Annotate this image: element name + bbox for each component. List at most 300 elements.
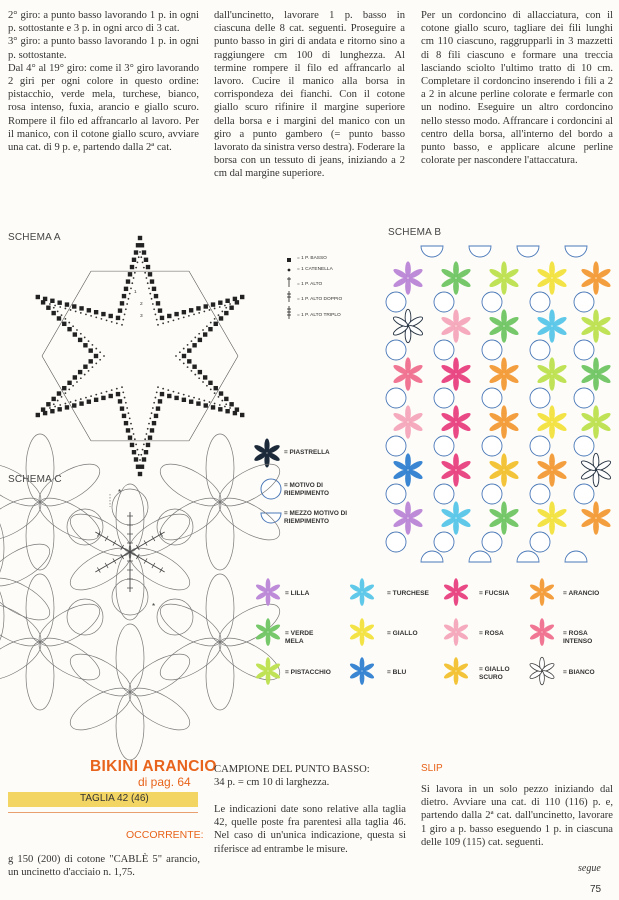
legend-mezzo-motivo: = MEZZO MOTIVO DI RIEMPIMENTO [284, 510, 348, 525]
color-swatch-flower [349, 578, 375, 606]
stitch-catenella [178, 392, 180, 394]
stitch-basso [150, 279, 154, 283]
stitch-catenella [157, 386, 159, 388]
tile-legend-icon [252, 438, 282, 468]
stitch-basso [73, 375, 77, 379]
stitch-basso [78, 338, 82, 342]
stitch-catenella [224, 406, 226, 408]
stitch-catenella [149, 293, 151, 295]
stitch-basso [140, 243, 144, 247]
fill-motif [530, 436, 550, 456]
stitch-legend-symbols [284, 256, 296, 322]
stitch-catenella [84, 374, 86, 376]
stitch-catenella [146, 433, 148, 435]
stitch-catenella [155, 314, 157, 316]
stitch-catenella [61, 396, 63, 398]
fill-motif [482, 340, 502, 360]
stitch-basso [203, 332, 207, 336]
stitch-catenella [130, 288, 132, 290]
stitch-catenella [175, 355, 177, 357]
row-number: 1 [134, 290, 137, 295]
stitch-catenella [198, 312, 200, 314]
color-swatch-flower [529, 657, 555, 685]
stitch-catenella [116, 388, 118, 390]
bikini-title: BIKINI ARANCIO [90, 758, 217, 775]
color-swatch-flower [529, 578, 555, 606]
page-number: 75 [590, 884, 602, 895]
stitch-catenella [198, 377, 200, 379]
stitch-basso [134, 250, 138, 254]
stitch-basso [144, 450, 148, 454]
stitch-basso [87, 308, 91, 312]
stitch-catenella [133, 433, 135, 435]
stitch-catenella [54, 406, 56, 408]
stitch-catenella [221, 311, 223, 313]
stitch-catenella [194, 337, 196, 339]
stitch-basso [142, 457, 146, 461]
stitch-basso [196, 401, 200, 405]
stitch-catenella [183, 363, 185, 365]
stitch-basso [219, 316, 223, 320]
stitch-basso [51, 397, 55, 401]
stitch-basso [118, 308, 122, 312]
legend-p-alto-doppio: = 1 P. ALTO DOPPIO [297, 297, 343, 302]
row-number: 2 [140, 302, 143, 307]
stitch-catenella [49, 407, 51, 409]
stitch-basso [158, 399, 162, 403]
stitch-catenella [229, 303, 231, 305]
stitch-basso [73, 332, 77, 336]
stitch-basso [208, 381, 212, 385]
stitch-basso [67, 381, 71, 385]
stitch-basso [46, 306, 50, 310]
stitch-catenella [183, 316, 185, 318]
tile-flower [580, 309, 612, 342]
divider [8, 812, 198, 813]
tile-flower [488, 405, 520, 438]
stitch-basso [158, 308, 162, 312]
stitch-basso [50, 409, 54, 413]
stitch-catenella [84, 337, 86, 339]
stitch-basso [240, 295, 244, 299]
stitch-catenella [133, 277, 135, 279]
schema-a-label: SCHEMA A [8, 232, 61, 243]
stitch-catenella [179, 351, 181, 353]
stitch-catenella [149, 417, 151, 419]
fill-motif [386, 340, 406, 360]
stitch-basso [211, 405, 215, 409]
stitch-catenella [99, 359, 101, 361]
stitch-basso [101, 396, 105, 400]
stitch-catenella [75, 311, 77, 313]
stitch-basso [78, 370, 82, 374]
legend-catenella: = 1 CATENELLA [297, 267, 333, 272]
half-fill-motif [517, 246, 539, 257]
schema-a-diagram [0, 228, 270, 488]
stitch-basso [154, 294, 158, 298]
stitch-basso [132, 450, 136, 454]
stitch-catenella [64, 318, 66, 320]
stitch-catenella [129, 417, 131, 419]
stitch-basso [203, 375, 207, 379]
stitch-catenella [139, 459, 141, 461]
stitch-basso [36, 413, 40, 417]
color-label-arancio: = ARANCIO [563, 590, 600, 597]
stitch-catenella [225, 403, 227, 405]
stitch-catenella [179, 359, 181, 361]
stitch-basso [142, 250, 146, 254]
legend-p-basso: = 1 P. BASSO [297, 256, 327, 261]
stitch-catenella [138, 454, 140, 456]
stitch-basso [46, 402, 50, 406]
stitch-catenella [173, 319, 175, 321]
stitch-catenella [128, 298, 130, 300]
stitch-catenella [76, 329, 78, 331]
tile-flower [488, 357, 520, 390]
stitch-catenella [68, 389, 70, 391]
stitch-basso [132, 258, 136, 262]
color-label-rosa: = ROSA [479, 630, 504, 637]
stitch-catenella [130, 423, 132, 425]
campione-title: CAMPIONE DEL PUNTO BASSO: [214, 764, 370, 775]
stitch-catenella [64, 392, 66, 394]
stitch-catenella [59, 404, 61, 406]
fill-motif [482, 436, 502, 456]
stitch-catenella [155, 397, 157, 399]
stitch-basso [208, 327, 212, 331]
stitch-basso [101, 312, 105, 316]
stitch-basso [152, 421, 156, 425]
tile-flower [392, 357, 424, 390]
stitch-catenella [131, 282, 133, 284]
stitch-basso [156, 406, 160, 410]
fill-motif [482, 484, 502, 504]
fill-motif [434, 340, 454, 360]
schema-c-label: SCHEMA C [8, 474, 62, 485]
stitch-catenella [214, 308, 216, 310]
stitch-basso [167, 314, 171, 318]
stitch-catenella [193, 397, 195, 399]
stitch-catenella [125, 308, 127, 310]
fill-motif [386, 484, 406, 504]
half-fill-motif [469, 246, 491, 257]
stitch-basso [124, 287, 128, 291]
color-label-pistacchio: = PISTACCHIO [285, 669, 331, 676]
color-swatch-flower [529, 618, 555, 646]
fill-motif [434, 436, 454, 456]
stitch-catenella [148, 423, 150, 425]
stitch-basso [148, 435, 152, 439]
stitch-basso [144, 258, 148, 262]
stitch-basso [89, 359, 93, 363]
color-swatch-flower [349, 657, 375, 685]
text-column-3 [421, 9, 613, 167]
fill-motif [386, 388, 406, 408]
campione-note: Le indicazioni date sono relative alla taglia 42, quelle poste fra parentesi alla taglia 46. Nel caso di un'unica indicazione, questa si riferisce ad entrambe le misure. [214, 804, 406, 855]
stitch-catenella [140, 256, 142, 258]
stitch-basso [233, 411, 237, 415]
stitch-basso [87, 400, 91, 404]
stitch-catenella [143, 267, 145, 269]
stitch-basso [109, 394, 113, 398]
stitch-catenella [188, 395, 190, 397]
row-number: 3 [140, 314, 143, 319]
color-label-turchese: = TURCHESE [387, 590, 429, 597]
stitch-catenella [193, 314, 195, 316]
paragraph: Per un cordoncino di allacciatura, con il cotone giallo scuro, tagliare dei fili lunghi cm 110 ciascuno, raggrupparli in 3 mazzetti di 8 fili ciascuno e formare una treccia lasciando sciolto l'ultimo tratto di 10 cm. Completare il cordoncino inserendo i fili a 2 a 2 in alcune perline colorate e fermarle con un nodino. Eseguire un altro cordoncino nello stesso modo. Affrancare i cordoncini al centro della borsa, all'interno del bordo a punto basso, e applicare alcune perline colorate per nascondere l'attaccatura. [421, 10, 613, 167]
stitch-basso [204, 403, 208, 407]
stitch-catenella [61, 314, 63, 316]
stitch-catenella [198, 398, 200, 400]
stitch-catenella [142, 262, 144, 264]
stitch-catenella [68, 322, 70, 324]
stitch-basso [174, 396, 178, 400]
stitch-catenella [229, 407, 231, 409]
tile-flower [580, 453, 612, 486]
stitch-basso [57, 300, 61, 304]
stitch-basso [57, 407, 61, 411]
tile-flower [392, 501, 424, 534]
schema-b-label: SCHEMA B [388, 227, 442, 238]
outline-flower [0, 514, 56, 650]
stitch-catenella [203, 311, 205, 313]
stitch-basso [41, 407, 45, 411]
stitch-basso [79, 306, 83, 310]
stitch-catenella [214, 392, 216, 394]
stitch-catenella [144, 438, 146, 440]
stitch-basso [72, 403, 76, 407]
half-fill-motif [565, 246, 587, 257]
stitch-basso [140, 465, 144, 469]
stitch-catenella [143, 443, 145, 445]
stitch-basso [122, 414, 126, 418]
fill-motif [530, 484, 550, 504]
stitch-catenella [99, 351, 101, 353]
tile-flower [580, 405, 612, 438]
stitch-catenella [209, 401, 211, 403]
stitch-catenella [101, 392, 103, 394]
outline-flower [0, 574, 106, 710]
stitch-basso [128, 435, 132, 439]
schema-b-diagram [368, 240, 618, 585]
tile-flower [488, 309, 520, 342]
fill-motif-legend-icon [259, 477, 283, 501]
stitch-catenella [173, 391, 175, 393]
stitch-catenella [57, 311, 59, 313]
stitch-catenella [124, 397, 126, 399]
color-swatch-flower [443, 578, 469, 606]
fill-motif [434, 532, 454, 552]
paragraph: dall'uncinetto, lavorare 1 p. basso in ciascuna delle 8 cat. seguenti. Proseguire a punto basso in giri di andata e ritorno sino a raggiungere cm 100 di lunghezza. Al termine rompere il filo ed affrancarlo al lavoro. Cucire il manico alla borsa in corrispondeza dei fianchi. Con il cotone giallo scuro rifinire il margine superiore della borsa e i margini del manico con un giro a punto gambero (= punto basso lavorato da sinistra verso destra). Foderare la borsa con un tessuto di jeans, iniziando a 2 cm dal margine superiore. [214, 10, 405, 180]
stitch-basso [128, 272, 132, 276]
tile-flower [440, 357, 472, 390]
paragraph: 3° giro: a punto basso lavorando 1 p. in ogni p. sottostante. [8, 36, 199, 61]
stitch-basso [211, 302, 215, 306]
stitch-basso [57, 391, 61, 395]
stitch-basso [124, 421, 128, 425]
stitch-basso [62, 386, 66, 390]
stitch-catenella [210, 322, 212, 324]
stitch-basso [198, 338, 202, 342]
paragraph: 2° giro: a punto basso lavorando 1 p. in ogni p. sottostante e 3 p. in ogni arco di 3 cat. [8, 10, 199, 35]
stitch-catenella [142, 449, 144, 451]
color-label-verde-mela: = VERDE MELA [285, 630, 314, 645]
stitch-catenella [198, 333, 200, 335]
stitch-catenella [49, 303, 51, 305]
stitch-catenella [210, 389, 212, 391]
stitch-basso [182, 398, 186, 402]
schema-c-diagram [0, 482, 250, 702]
tile-flower [488, 501, 520, 534]
stitch-catenella [90, 395, 92, 397]
stitch-basso [50, 299, 54, 303]
color-label-fucsia: = FUCSIA [479, 590, 510, 597]
tile-flower [580, 261, 612, 294]
color-swatch-flower [255, 657, 281, 685]
stitch-catenella [221, 400, 223, 402]
stitch-basso [214, 386, 218, 390]
stitch-basso [192, 343, 196, 347]
stitch-basso [57, 316, 61, 320]
half-fill-motif [421, 551, 443, 562]
stitch-catenella [202, 381, 204, 383]
stitch-catenella [157, 324, 159, 326]
paragraph: Dal 4° al 19° giro: come il 3° giro lavorando 2 giri per ogni colore in questo ordine: pistacchio, verde mela, turchese, bianco, rosa intenso, fuxia, arancio e giallo scuro. Rompere il filo ed affrancarlo al lavoro. Per il manico, con il cotone giallo scuro, avviare una cat. di 9 p. e, partendo dalla 2ª cat. [8, 62, 199, 154]
fill-motif [574, 340, 594, 360]
stitch-catenella [129, 293, 131, 295]
stitch-basso [130, 265, 134, 269]
stitch-basso [36, 295, 40, 299]
tile-flower [392, 453, 424, 486]
stitch-catenella [88, 370, 90, 372]
tile-flower [392, 309, 424, 342]
fill-motif [530, 532, 550, 552]
stitch-basso [120, 301, 124, 305]
stitch-catenella [153, 308, 155, 310]
tile-flower [488, 261, 520, 294]
stitch-basso [94, 354, 98, 358]
fill-motif [530, 388, 550, 408]
bikini-subtitle: di pag. 64 [138, 775, 191, 789]
color-label-giallo-scuro: = GIALLO SCURO [479, 666, 510, 681]
tile-flower [440, 501, 472, 534]
stitch-catenella [53, 307, 55, 309]
stitch-basso [182, 354, 186, 358]
stitch-catenella [183, 348, 185, 350]
stitch-catenella [111, 389, 113, 391]
stitch-basso [122, 294, 126, 298]
stitch-basso [218, 407, 222, 411]
stitch-catenella [125, 402, 127, 404]
occorrente-text: g 150 (200) di cotone "CABLÈ 5" arancio, un uncinetto d'acciaio n. 1,75. [8, 854, 200, 879]
stitch-basso [116, 316, 120, 320]
stitch-basso [198, 370, 202, 374]
stitch-basso [79, 401, 83, 405]
stitch-catenella [144, 272, 146, 274]
stitch-catenella [122, 319, 124, 321]
stitch-catenella [88, 340, 90, 342]
stitch-catenella [131, 428, 133, 430]
stitch-catenella [80, 377, 82, 379]
stitch-catenella [214, 318, 216, 320]
stitch-catenella [116, 322, 118, 324]
stitch-basso [126, 428, 130, 432]
color-swatch-flower [255, 618, 281, 646]
legend-p-alto-triplo: = 1 P. ALTO TRIPLO [297, 313, 341, 318]
stitch-catenella [121, 324, 123, 326]
stitch-catenella [72, 325, 74, 327]
stitch-basso [62, 322, 66, 326]
stitch-catenella [76, 381, 78, 383]
stitch-basso [167, 394, 171, 398]
stitch-catenella [167, 389, 169, 391]
stitch-catenella [85, 314, 87, 316]
color-swatch-flower [349, 618, 375, 646]
stitch-basso [130, 443, 134, 447]
stitch-catenella [191, 370, 193, 372]
outline-flower [64, 624, 196, 760]
stitch-catenella [126, 303, 128, 305]
stitch-catenella [70, 309, 72, 311]
tile-flower [536, 357, 568, 390]
stitch-catenella [90, 315, 92, 317]
stitch-catenella [92, 366, 94, 368]
fill-motif [574, 292, 594, 312]
stitch-basso [218, 300, 222, 304]
stitch-catenella [53, 403, 55, 405]
stitch-basso [146, 443, 150, 447]
stitch-catenella [106, 319, 108, 321]
stitch-catenella [151, 412, 153, 414]
stitch-catenella [75, 400, 77, 402]
stitch-catenella [137, 262, 139, 264]
stitch-basso [235, 300, 239, 304]
stitch-catenella [218, 314, 220, 316]
stitch-catenella [85, 397, 87, 399]
stitch-basso [136, 243, 140, 247]
stitch-catenella [95, 316, 97, 318]
stitch-catenella [135, 267, 137, 269]
tile-flower [488, 453, 520, 486]
slip-text: Si lavora in un solo pezzo iniziando dal dietro. Avviare una cat. di 110 (116) p. e, partendo dalla 2ª cat. dall'uncinetto, lavorare 1 giro a p. basso eseguendo 1 p. in ciascuna delle 109 (115) cat. seguenti. [421, 784, 613, 848]
stitch-catenella [106, 391, 108, 393]
stitch-catenella [121, 386, 123, 388]
stitch-catenella [206, 325, 208, 327]
stitch-catenella [219, 404, 221, 406]
stitch-basso [225, 299, 229, 303]
stitch-basso [240, 413, 244, 417]
stitch-catenella [57, 400, 59, 402]
stitch-basso [160, 392, 164, 396]
stitch-basso [51, 311, 55, 315]
stitch-basso [148, 272, 152, 276]
fill-motif [574, 436, 594, 456]
stitch-catenella [126, 407, 128, 409]
legend-piastrella: = PIASTRELLA [284, 449, 330, 456]
color-label-blu: = BLU [387, 669, 407, 676]
stitch-catenella [54, 305, 56, 307]
stitch-catenella [147, 428, 149, 430]
schema-c-mark: * [118, 488, 122, 497]
stitch-basso [134, 457, 138, 461]
tile-flower [536, 501, 568, 534]
stitch-catenella [187, 344, 189, 346]
stitch-catenella [95, 394, 97, 396]
stitch-basso [138, 236, 142, 240]
stitch-basso [83, 365, 87, 369]
stitch-basso [126, 279, 130, 283]
center-stitch-lines [95, 512, 164, 592]
